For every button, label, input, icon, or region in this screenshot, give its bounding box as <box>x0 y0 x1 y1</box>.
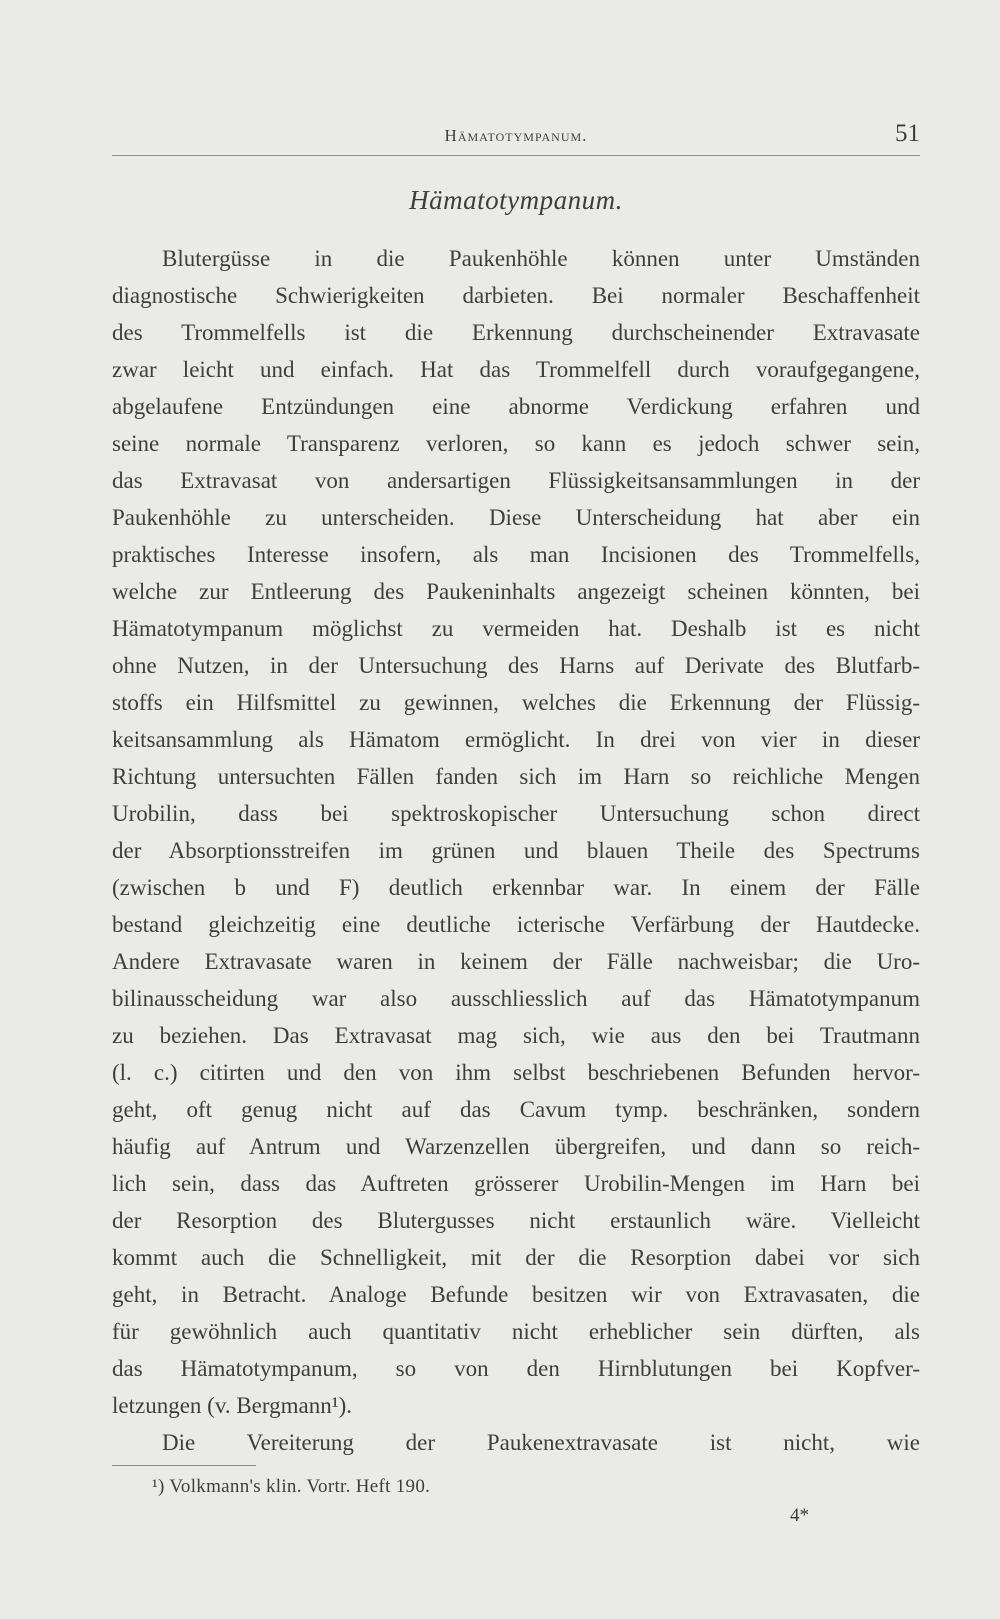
text-line: (zwischen b und F) deutlich erkennbar war. In einem der Fälle <box>112 875 920 900</box>
text-line: abgelaufene Entzündungen eine abnorme Verdickung erfahren und <box>112 394 920 419</box>
text-line: praktisches Interesse insofern, als man Incisionen des Trommelfells, <box>112 542 920 567</box>
running-title: Hämatotympanum. <box>444 126 588 145</box>
text-line: ohne Nutzen, in der Untersuchung des Harns auf Derivate des Blutfarb- <box>112 653 920 678</box>
text-line: zwar leicht und einfach. Hat das Trommelfell durch voraufgegangene, <box>112 357 920 382</box>
running-head <box>112 118 920 158</box>
text-line: zu beziehen. Das Extravasat mag sich, wie aus den bei Trautmann <box>112 1023 920 1048</box>
text-line: letzungen (v. Bergmann¹). <box>112 1393 353 1418</box>
text-line: seine normale Transparenz verloren, so kann es jedoch schwer sein, <box>112 431 920 456</box>
header-rule <box>112 155 920 156</box>
text-line: Paukenhöhle zu unterscheiden. Diese Unterscheidung hat aber ein <box>112 505 920 530</box>
text-line: stoffs ein Hilfsmittel zu gewinnen, welches die Erkennung der Flüssig- <box>112 690 920 715</box>
text-line: Hämatotympanum möglichst zu vermeiden hat. Deshalb ist es nicht <box>112 616 920 641</box>
section-title: Hämatotympanum. <box>409 185 623 215</box>
text-line: das Hämatotympanum, so von den Hirnblutungen bei Kopfver- <box>112 1356 920 1381</box>
text-line: für gewöhnlich auch quantitativ nicht erheblicher sein dürften, als <box>112 1319 920 1344</box>
text-line: des Trommelfells ist die Erkennung durchscheinender Extravasate <box>112 320 920 345</box>
text-line: lich sein, dass das Auftreten grösserer Urobilin-Mengen im Harn bei <box>112 1171 920 1196</box>
text-line: häufig auf Antrum und Warzenzellen übergreifen, und dann so reich- <box>112 1134 920 1159</box>
text-line: Die Vereiterung der Paukenextravasate ist nicht, wie <box>162 1430 920 1455</box>
text-line: das Extravasat von andersartigen Flüssigkeitsansammlungen in der <box>112 468 920 493</box>
text-line: (l. c.) citirten und den von ihm selbst beschriebenen Befunden hervor- <box>112 1060 920 1085</box>
text-line: Blutergüsse in die Paukenhöhle können unter Umständen <box>162 246 920 271</box>
text-line: geht, oft genug nicht auf das Cavum tymp. beschränken, sondern <box>112 1097 920 1122</box>
text-line: bilinausscheidung war also ausschliesslich auf das Hämatotympanum <box>112 986 920 1011</box>
text-line: welche zur Entleerung des Paukeninhalts angezeigt scheinen könnten, bei <box>112 579 920 604</box>
text-line: keitsansammlung als Hämatom ermöglicht. In drei von vier in dieser <box>112 727 920 752</box>
signature-mark: 4* <box>790 1505 809 1526</box>
text-line: kommt auch die Schnelligkeit, mit der die Resorption dabei vor sich <box>112 1245 920 1270</box>
footnote: ¹) Volkmann's klin. Vortr. Heft 190. <box>152 1476 431 1497</box>
text-line: geht, in Betracht. Analoge Befunde besitzen wir von Extravasaten, die <box>112 1282 920 1307</box>
footnote-rule <box>112 1465 256 1466</box>
body-text <box>112 240 920 1461</box>
page-number: 51 <box>895 120 920 147</box>
text-line: Andere Extravasate waren in keinem der Fälle nachweisbar; die Uro- <box>112 949 920 974</box>
text-line: diagnostische Schwierigkeiten darbieten. Bei normaler Beschaffenheit <box>112 283 920 308</box>
text-line: bestand gleichzeitig eine deutliche icterische Verfärbung der Hautdecke. <box>112 912 920 937</box>
text-line: der Resorption des Blutergusses nicht erstaunlich wäre. Vielleicht <box>112 1208 920 1233</box>
text-line: der Absorptionsstreifen im grünen und blauen Theile des Spectrums <box>112 838 920 863</box>
text-line: Urobilin, dass bei spektroskopischer Untersuchung schon direct <box>112 801 920 826</box>
text-line: Richtung untersuchten Fällen fanden sich im Harn so reichliche Mengen <box>112 764 920 789</box>
